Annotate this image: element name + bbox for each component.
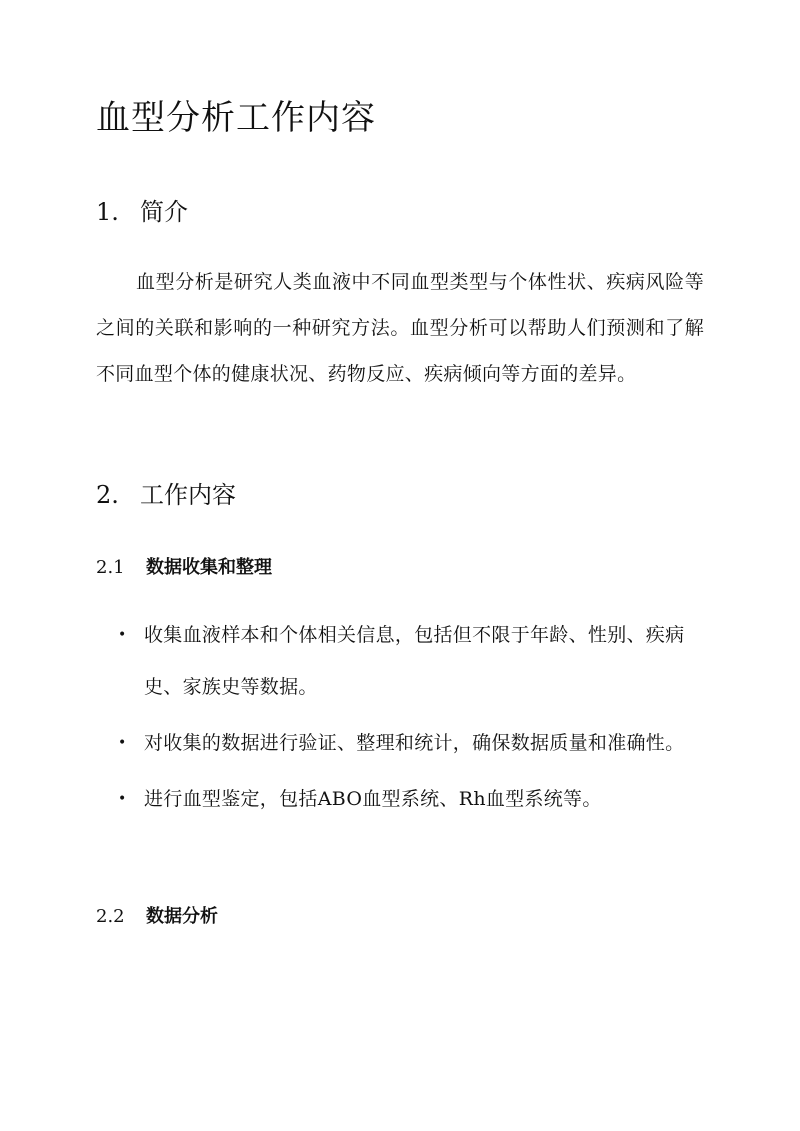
subsection-number: 2.2 [96,906,125,927]
section-number: 1. [96,198,119,226]
list-item [96,609,704,713]
section-title: 工作内容 [140,481,236,509]
subsection-heading-data-collection [96,553,272,583]
list-item-text: 进行血型鉴定，包括ABO血型系统、Rh血型系统等。 [144,788,602,810]
section-title: 简介 [140,198,188,226]
subsection-number: 2.1 [96,557,125,578]
data-collection-list [96,609,704,829]
bullet-icon: • [118,735,127,751]
list-item-text: 收集血液样本和个体相关信息，包括但不限于年龄、性别、疾病史、家族史等数据。 [144,624,685,698]
bullet-icon: • [118,791,127,807]
intro-paragraph: 血型分析是研究人类血液中不同血型类型与个体性状、疾病风险等之间的关联和影响的一种研究方法。血型分析可以帮助人们预测和了解不同血型个体的健康状况、药物反应、疾病倾向等方面的差异。 [96,271,704,385]
section-number: 2. [96,481,119,509]
list-item-text: 对收集的数据进行验证、整理和统计，确保数据质量和准确性。 [144,732,685,754]
subsection-heading-data-analysis [96,902,218,932]
list-item [96,773,704,825]
section-heading-work-content [96,475,236,515]
list-item [96,717,704,769]
subsection-title: 数据分析 [146,906,218,927]
bullet-icon: • [118,627,127,643]
section-heading-intro [96,192,188,232]
subsection-title: 数据收集和整理 [146,557,272,578]
document-title: 血型分析工作内容 [96,98,376,138]
